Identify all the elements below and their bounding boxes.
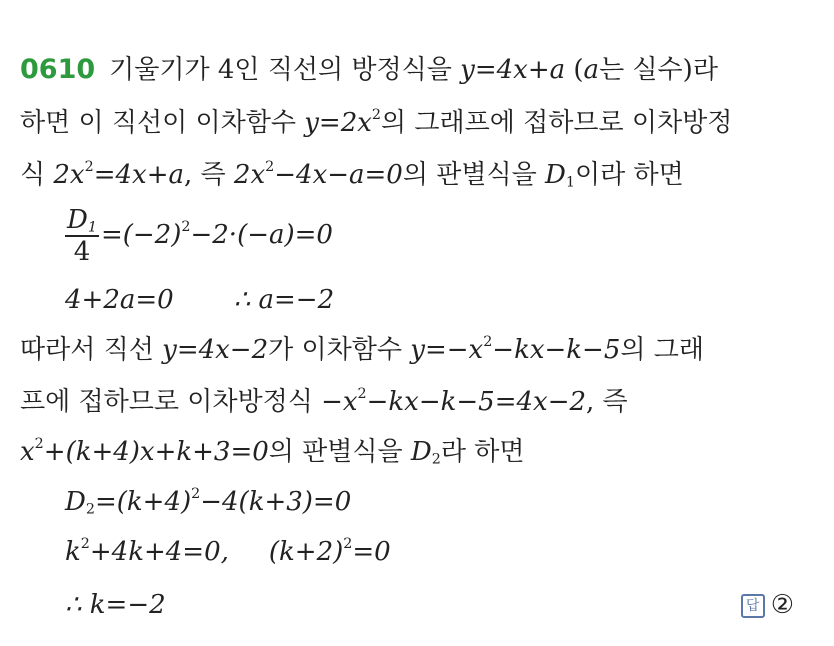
exponent: 2 bbox=[84, 158, 94, 175]
answer bbox=[741, 585, 794, 625]
text: ( bbox=[565, 55, 584, 85]
math: D bbox=[67, 205, 88, 235]
text: 라 하면 bbox=[440, 437, 525, 467]
math: D bbox=[65, 487, 86, 517]
math: +(k+4)x+k+3=0 bbox=[43, 437, 269, 467]
subscript: 2 bbox=[85, 501, 95, 518]
math: D bbox=[544, 160, 566, 190]
exponent: 2 bbox=[357, 385, 367, 402]
math: D bbox=[410, 437, 432, 467]
answer-badge-icon: 답 bbox=[741, 594, 765, 618]
answer-value: ② bbox=[770, 590, 794, 620]
text: 프에 접하므로 이차방정식 bbox=[20, 387, 322, 417]
exponent: 2 bbox=[191, 485, 201, 502]
math: x bbox=[20, 437, 35, 467]
solution-line-1 bbox=[20, 50, 794, 90]
text: 하면 이 직선이 이차함수 bbox=[20, 108, 305, 138]
math: ∴ a=−2 bbox=[233, 285, 335, 315]
exponent: 2 bbox=[265, 158, 275, 175]
math: ∴ k=−2 bbox=[65, 590, 166, 620]
solution-line-2 bbox=[20, 103, 794, 143]
text: 기울기가 4인 직선의 방정식을 bbox=[109, 55, 461, 85]
subscript: 1 bbox=[87, 219, 97, 236]
math: y=4x+a bbox=[460, 55, 566, 85]
solution-line-11 bbox=[65, 585, 794, 625]
math: =(−2) bbox=[100, 220, 182, 250]
text: 가 이차함수 bbox=[268, 335, 411, 365]
solution-line-10 bbox=[65, 532, 794, 572]
text: 따라서 직선 bbox=[20, 335, 163, 365]
math: −4(k+3)=0 bbox=[200, 487, 352, 517]
math: y=−x bbox=[410, 335, 484, 365]
math: k bbox=[65, 537, 81, 567]
text: 의 판별식을 bbox=[268, 437, 411, 467]
exponent: 2 bbox=[34, 435, 44, 452]
exponent: 2 bbox=[371, 106, 382, 123]
text: , 즉 bbox=[586, 387, 628, 417]
math: y=4x−2 bbox=[162, 335, 269, 365]
math: 2x bbox=[233, 160, 266, 190]
math: −4x−a=0 bbox=[274, 160, 403, 190]
math: 2x bbox=[53, 160, 85, 190]
problem-number: 0610 bbox=[20, 54, 96, 85]
math: =(k+4) bbox=[94, 487, 192, 517]
solution-line-9 bbox=[65, 482, 794, 522]
math: −kx−k−5=4x−2 bbox=[366, 387, 587, 417]
text: 의 그래 bbox=[620, 335, 704, 365]
solution-line-3 bbox=[20, 155, 794, 195]
solution-line-8 bbox=[20, 432, 794, 472]
exponent: 2 bbox=[80, 535, 90, 552]
math: 4+2a=0 bbox=[65, 285, 174, 315]
exponent: 2 bbox=[343, 535, 353, 552]
subscript: 1 bbox=[565, 174, 575, 191]
text: 의 그래프에 접하므로 이차방정 bbox=[381, 108, 733, 138]
math: −x bbox=[321, 387, 358, 417]
solution-line-6 bbox=[20, 330, 794, 370]
solution-line-4 bbox=[65, 205, 794, 267]
exponent: 2 bbox=[181, 218, 191, 235]
text: , 즉 bbox=[184, 160, 234, 190]
math: =0 bbox=[352, 537, 391, 567]
text: 식 bbox=[20, 160, 54, 190]
solution-line-5 bbox=[65, 280, 794, 320]
text: 이라 하면 bbox=[574, 160, 684, 190]
math: a bbox=[583, 55, 600, 85]
math: −2·(−a)=0 bbox=[190, 220, 333, 250]
math: +4k+4=0, bbox=[89, 537, 229, 567]
fraction bbox=[65, 205, 99, 267]
math: (k+2) bbox=[268, 537, 344, 567]
text: 의 판별식을 bbox=[402, 160, 545, 190]
denominator: 4 bbox=[73, 237, 91, 267]
math: −kx−k−5 bbox=[492, 335, 621, 365]
subscript: 2 bbox=[431, 451, 441, 468]
text: 는 실수)라 bbox=[599, 55, 718, 85]
exponent: 2 bbox=[483, 333, 493, 350]
math: y=2x bbox=[304, 108, 372, 138]
math: =4x+a bbox=[93, 160, 184, 190]
solution-line-7 bbox=[20, 382, 794, 422]
